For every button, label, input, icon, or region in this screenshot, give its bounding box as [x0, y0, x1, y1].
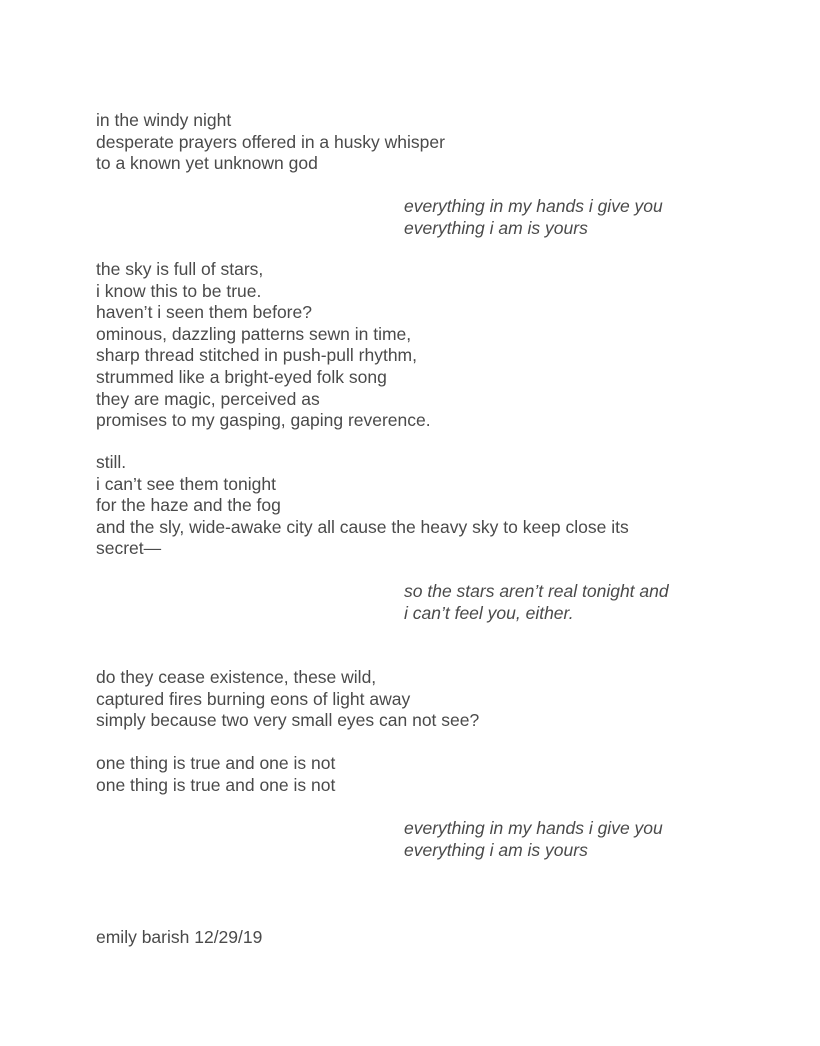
stanza-3 — [96, 452, 629, 560]
poem-line: one thing is true and one is not — [96, 753, 336, 773]
poem-line: in the windy night — [96, 110, 232, 130]
refrain-line: everything i am is yours — [404, 839, 588, 860]
poem-line: still. — [96, 452, 127, 472]
poem-line: promises to my gasping, gaping reverence. — [96, 410, 431, 431]
refrain-3 — [404, 818, 663, 861]
refrain-line: so the stars aren’t real tonight and — [404, 581, 669, 601]
poem-line: to a known yet unknown god — [96, 153, 318, 174]
stanza-5 — [96, 753, 335, 796]
stanza-2 — [96, 259, 431, 432]
stanza-4 — [96, 667, 479, 732]
poem-line: i know this to be true. — [96, 280, 262, 301]
refrain-line: everything i am is yours — [404, 217, 588, 238]
refrain-line: everything in my hands i give you — [404, 196, 663, 216]
poem-line: sharp thread stitched in push-pull rhythm, — [96, 345, 417, 366]
poem-line: do they cease existence, these wild, — [96, 667, 377, 687]
poem-line: haven’t i seen them before? — [96, 302, 312, 323]
author-signature: emily barish 12/29/19 — [96, 927, 263, 947]
poem-line: simply because two very small eyes can not see? — [96, 710, 480, 731]
poem-line: strummed like a bright-eyed folk song — [96, 366, 387, 387]
poem-line: i can’t see them tonight — [96, 473, 276, 494]
poem-line: the sky is full of stars, — [96, 259, 264, 279]
poem-line: they are magic, perceived as — [96, 388, 320, 409]
poem-line: for the haze and the fog — [96, 495, 281, 516]
poem-line: desperate prayers offered in a husky whisper — [96, 131, 445, 152]
stanza-1 — [96, 110, 445, 175]
poem-line: one thing is true and one is not — [96, 774, 336, 795]
refrain-1 — [404, 196, 663, 239]
refrain-2 — [404, 581, 669, 624]
refrain-line: i can’t feel you, either. — [404, 602, 574, 623]
poem-line: secret— — [96, 538, 162, 559]
poem-line: ominous, dazzling patterns sewn in time, — [96, 323, 412, 344]
refrain-line: everything in my hands i give you — [404, 818, 663, 838]
poem-line: captured fires burning eons of light away — [96, 688, 411, 709]
poem-line: and the sly, wide-awake city all cause the heavy sky to keep close its — [96, 516, 629, 537]
